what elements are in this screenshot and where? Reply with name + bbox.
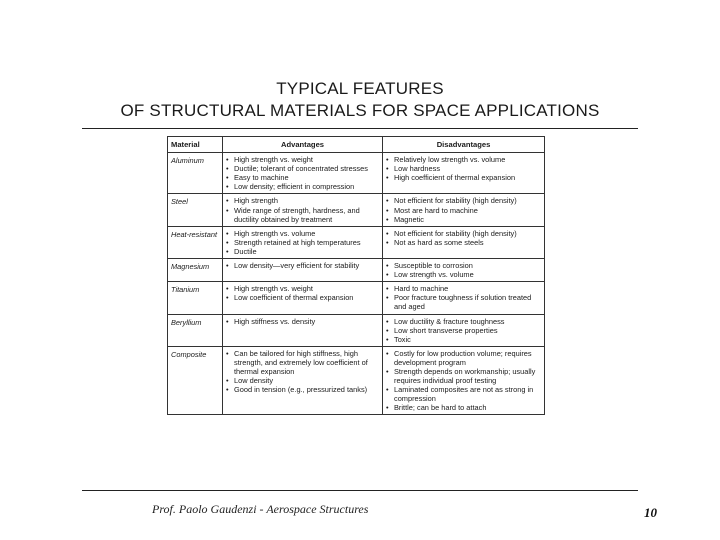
header-material: Material bbox=[168, 137, 223, 153]
disadvantages-list bbox=[386, 261, 541, 279]
advantages-list bbox=[226, 229, 379, 256]
disadvantages-cell bbox=[383, 346, 545, 415]
disadvantages-cell bbox=[383, 226, 545, 258]
advantages-list bbox=[226, 284, 379, 302]
advantage-item: • Good in tension (e.g., pressurized tanks) bbox=[226, 385, 379, 394]
disadvantages-cell bbox=[383, 314, 545, 346]
disadvantages-list bbox=[386, 317, 541, 344]
advantage-item: • Low coefficient of thermal expansion bbox=[226, 293, 379, 302]
material-name: Titanium bbox=[168, 282, 223, 314]
disadvantage-item: • Poor fracture toughness if solution treated and aged bbox=[386, 293, 541, 311]
advantage-item: • Can be tailored for high stiffness, high strength, and extremely low coefficient of thermal expansion bbox=[226, 349, 379, 376]
table-row bbox=[168, 194, 545, 226]
advantage-item: • High stiffness vs. density bbox=[226, 317, 379, 326]
disadvantages-list bbox=[386, 349, 541, 413]
advantage-item: • Ductile; tolerant of concentrated stresses bbox=[226, 164, 379, 173]
table-row bbox=[168, 226, 545, 258]
slide-title-line-1: TYPICAL FEATURES bbox=[276, 79, 444, 98]
disadvantage-item: • Low hardness bbox=[386, 164, 541, 173]
advantages-list bbox=[226, 349, 379, 394]
table-body bbox=[168, 153, 545, 415]
page-number: 10 bbox=[644, 505, 657, 520]
header-advantages: Advantages bbox=[223, 137, 383, 153]
disadvantage-item: • Toxic bbox=[386, 335, 541, 344]
material-name: Composite bbox=[168, 346, 223, 415]
advantages-cell bbox=[223, 282, 383, 314]
disadvantage-item: • Low strength vs. volume bbox=[386, 270, 541, 279]
advantages-cell bbox=[223, 153, 383, 194]
bottom-divider bbox=[82, 490, 638, 491]
advantages-cell bbox=[223, 259, 383, 282]
top-divider bbox=[82, 128, 638, 129]
advantage-item: • High strength vs. weight bbox=[226, 284, 379, 293]
disadvantages-cell bbox=[383, 153, 545, 194]
disadvantage-item: • Strength depends on workmanship; usually requires individual proof testing bbox=[386, 367, 541, 385]
advantages-cell bbox=[223, 194, 383, 226]
table-row bbox=[168, 314, 545, 346]
advantage-item: • Low density; efficient in compression bbox=[226, 182, 379, 191]
advantage-item: • High strength vs. volume bbox=[226, 229, 379, 238]
advantages-cell bbox=[223, 346, 383, 415]
table-header-row bbox=[168, 137, 545, 153]
disadvantages-list bbox=[386, 196, 541, 223]
disadvantages-list bbox=[386, 155, 541, 182]
disadvantage-item: • Costly for low production volume; requires development program bbox=[386, 349, 541, 367]
disadvantage-item: • Magnetic bbox=[386, 215, 541, 224]
disadvantage-item: • Low ductility & fracture toughness bbox=[386, 317, 541, 326]
advantage-item: • High strength vs. weight bbox=[226, 155, 379, 164]
advantage-item: • Easy to machine bbox=[226, 173, 379, 182]
advantage-item: • Strength retained at high temperatures bbox=[226, 238, 379, 247]
advantage-item: • Low density bbox=[226, 376, 379, 385]
table-row bbox=[168, 346, 545, 415]
advantage-item: • Wide range of strength, hardness, and ductility obtained by treatment bbox=[226, 206, 379, 224]
disadvantage-item: • Laminated composites are not as strong in compression bbox=[386, 385, 541, 403]
disadvantage-item: • Low short transverse properties bbox=[386, 326, 541, 335]
material-name: Heat-resistant bbox=[168, 226, 223, 258]
slide-title-line-2: OF STRUCTURAL MATERIALS FOR SPACE APPLICATIONS bbox=[120, 101, 600, 120]
disadvantage-item: • Not efficient for stability (high density) bbox=[386, 196, 541, 205]
disadvantage-item: • Susceptible to corrosion bbox=[386, 261, 541, 270]
advantage-item: • Low density—very efficient for stability bbox=[226, 261, 379, 270]
advantage-item: • High strength bbox=[226, 196, 379, 205]
disadvantages-list bbox=[386, 284, 541, 311]
disadvantage-item: • High coefficient of thermal expansion bbox=[386, 173, 541, 182]
advantages-list bbox=[226, 196, 379, 223]
material-name: Aluminum bbox=[168, 153, 223, 194]
disadvantage-item: • Hard to machine bbox=[386, 284, 541, 293]
disadvantages-list bbox=[386, 229, 541, 247]
material-name: Magnesium bbox=[168, 259, 223, 282]
advantages-cell bbox=[223, 314, 383, 346]
advantages-list bbox=[226, 317, 379, 326]
table-row bbox=[168, 282, 545, 314]
disadvantage-item: • Relatively low strength vs. volume bbox=[386, 155, 541, 164]
material-name: Steel bbox=[168, 194, 223, 226]
advantages-list bbox=[226, 155, 379, 191]
table-row bbox=[168, 259, 545, 282]
material-name: Beryllium bbox=[168, 314, 223, 346]
disadvantage-item: • Most are hard to machine bbox=[386, 206, 541, 215]
disadvantage-item: • Brittle; can be hard to attach bbox=[386, 403, 541, 412]
disadvantage-item: • Not as hard as some steels bbox=[386, 238, 541, 247]
disadvantages-cell bbox=[383, 194, 545, 226]
header-disadvantages: Disadvantages bbox=[383, 137, 545, 153]
disadvantage-item: • Not efficient for stability (high density) bbox=[386, 229, 541, 238]
disadvantages-cell bbox=[383, 282, 545, 314]
advantages-list bbox=[226, 261, 379, 270]
disadvantages-cell bbox=[383, 259, 545, 282]
table-row bbox=[168, 153, 545, 194]
advantage-item: • Ductile bbox=[226, 247, 379, 256]
advantages-cell bbox=[223, 226, 383, 258]
materials-table bbox=[167, 136, 545, 415]
slide-title bbox=[40, 78, 680, 122]
footer-author: Prof. Paolo Gaudenzi - Aerospace Structures bbox=[152, 502, 369, 516]
